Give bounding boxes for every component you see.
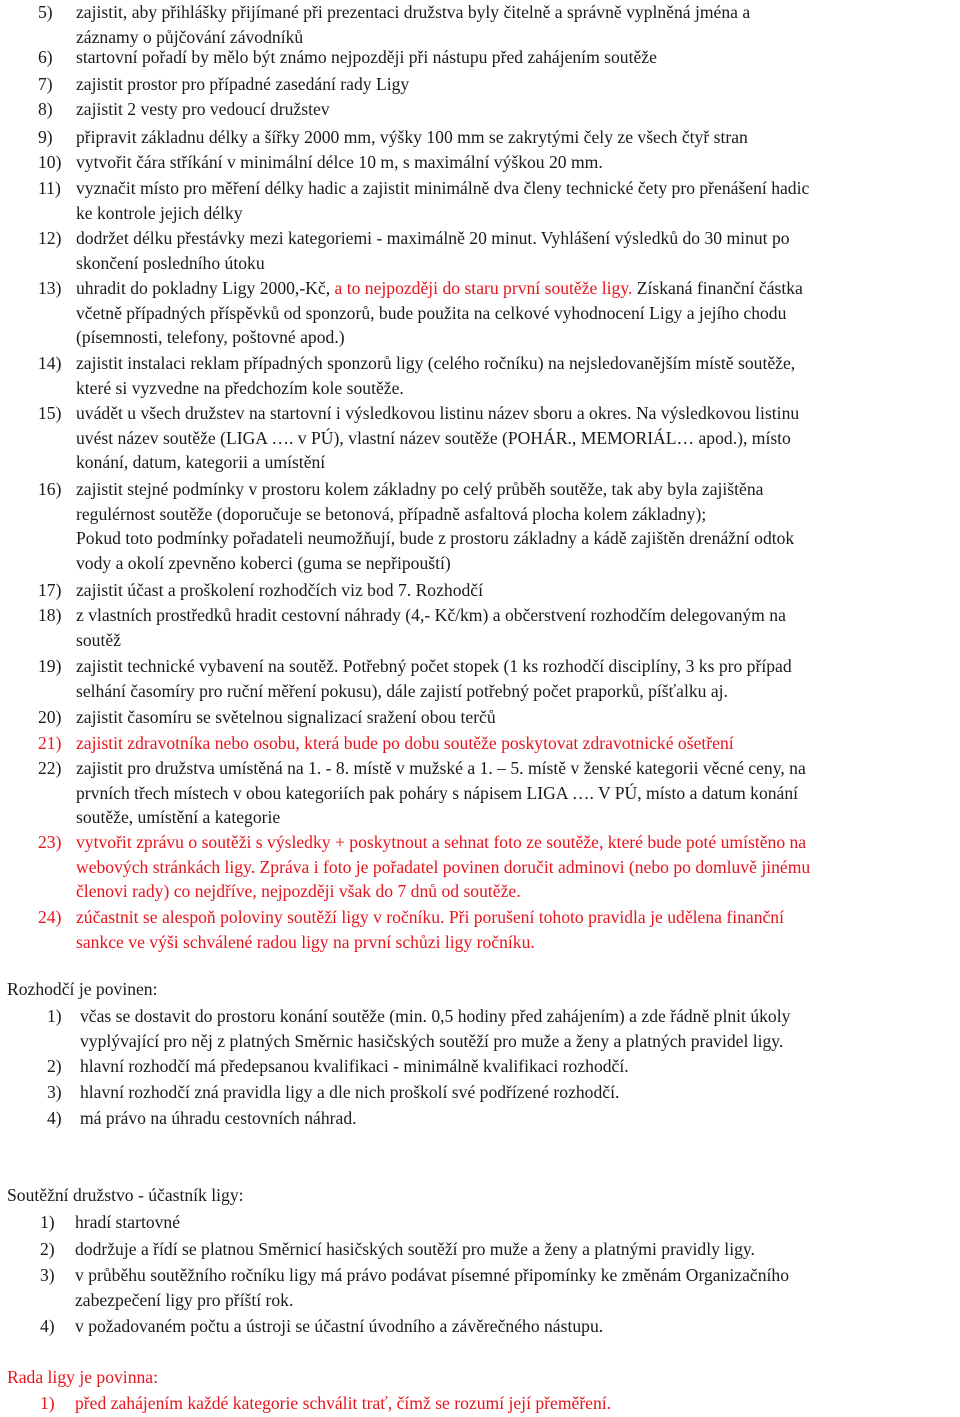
item-number: 18) [38,605,62,625]
item-text: vytvořit čára stříkání v minimální délce 10 m, s maximální výškou 20 mm. [76,152,603,172]
item-text: zajistit zdravotníka nebo osobu, která bude po dobu soutěže poskytovat zdravotnické ošetření [76,733,734,753]
item-number: 1) [40,1212,55,1232]
item-line [38,781,958,806]
item-line [38,551,958,576]
item-number: 20) [38,707,62,727]
list-item [47,1106,960,1131]
item-text: uvést název soutěže (LIGA …. v PÚ), vlastní název soutěže (POHÁR., MEMORIÁL… apod.), místo [76,427,791,448]
item-text: skončení posledního útoku [76,252,265,273]
item-line [38,628,958,653]
item-line [38,125,958,150]
list-item [40,1263,960,1312]
item-text: zajistit účast a proškolení rozhodčích viz bod 7. Rozhodčí [76,580,483,600]
list-item [38,905,958,954]
item-number: 1) [47,1006,62,1026]
list-item [38,0,958,49]
item-line [38,879,958,904]
item-number: 3) [47,1082,62,1102]
rada-heading: Rada ligy je povinna: [7,1367,158,1387]
item-line [38,805,958,830]
item-number: 22) [38,758,62,778]
item-number: 17) [38,580,62,600]
item-text: uhradit do pokladny Ligy 2000,-Kč, [76,278,335,298]
item-line [38,930,958,955]
item-line [38,201,958,226]
item-text: vytvořit zprávu o soutěži s výsledky + poskytnout a sehnat foto ze soutěže, které bude poté umístěno na [76,832,807,852]
item-text: z vlastních prostředků hradit cestovní náhrady (4,- Kč/km) a občerstvení rozhodčím delegovaným na [76,605,786,625]
item-text: (písemnosti, telefony, poštovné apod.) [76,327,345,347]
item-text: soutěže, umístění a kategorie [76,807,281,827]
item-text: v požadovaném počtu a ústroji se účastní úvodního a závěrečného nástupu. [75,1316,604,1336]
item-number: 13) [38,278,62,298]
item-text: zajistit časomíru se světelnou signalizací sražení obou terčů [76,707,496,727]
item-line [38,376,958,401]
item-text: zajistit pro družstva umístěná na 1. - 8. místě v mužské a 1. – 5. místě v ženské kategorii věcné ceny, na [76,758,806,778]
item-text: hlavní rozhodčí má předepsanou kvalifikaci - minimálně kvalifikaci rozhodčí. [80,1056,629,1076]
list-item [38,351,958,400]
item-number: 4) [47,1108,62,1128]
item-text: vyplývající pro něj z platných Směrnic hasičských soutěží pro muže a ženy a platných pravidel ligy. [80,1030,784,1051]
item-text: dodržuje a řídí se platnou Směrnicí hasičských soutěží pro muže a ženy a platnými pravidly ligy. [75,1239,755,1259]
item-text: uvádět u všech družstev na startovní i výsledkovou listinu název sboru a okres. Na výsledkovou listinu [76,403,800,423]
item-text: zabezpečení ligy pro příští rok. [75,1289,294,1310]
item-number: 9) [38,127,53,147]
item-text: včas se dostavit do prostoru konání soutěže (min. 0,5 hodiny před zahájením) a zde řádně plnit úkoly [80,1006,791,1026]
item-number: 6) [38,47,53,67]
item-text: před zahájením každé kategorie schválit trať, čímž se rozumí její přeměření. [75,1393,612,1413]
item-text: zajistit instalaci reklam případných sponzorů ligy (celého ročníku) na nejsledovanějším místě soutěže, [76,353,796,373]
item-number: 14) [38,353,62,373]
item-text: zajistit, aby přihlášky přijímané při prezentaci družstva byly čitelně a správně vyplněná jména a [76,2,751,22]
list-item [40,1314,960,1339]
item-line [38,226,958,251]
list-item [38,226,958,275]
list-item [38,150,958,175]
item-line [38,351,958,376]
item-number: 4) [40,1316,55,1336]
item-line [38,855,958,880]
item-line [38,176,958,201]
list-item [38,176,958,225]
item-line [38,526,958,551]
item-text: zúčastnit se alespoň poloviny soutěží ligy v ročníku. Při porušení tohoto pravidla je udělena finanční [76,907,784,927]
item-text: vody a okolí zpevněno koberci (guma se nepřipouští) [76,552,451,573]
list-item [40,1391,960,1416]
item-text: připravit základnu délky a šířky 2000 mm, výšky 100 mm se zakrytými čely ze všech čtyř stran [76,127,748,147]
item-text: Získaná finanční částka [632,278,803,298]
item-number: 8) [38,99,53,119]
item-line [38,705,958,730]
item-line [38,45,958,70]
item-number: 1) [40,1393,55,1413]
item-text: zajistit stejné podmínky v prostoru kolem základny po celý průběh soutěže, tak aby byla zajištěna [76,479,764,499]
list-item [47,1004,960,1053]
item-line [38,450,958,475]
item-number: 23) [38,832,62,852]
item-text: selhání časomíry pro ruční měření pokusu), dále zajistí potřebný počet praporků, píšťalku aj. [76,680,728,701]
list-item [38,731,958,756]
item-text: ke kontrole jejich délky [76,202,243,223]
item-line [38,72,958,97]
item-line [38,97,958,122]
list-item [38,97,958,122]
item-text: konání, datum, kategorii a umístění [76,452,326,472]
item-number: 19) [38,656,62,676]
item-text: soutěž [76,629,121,650]
item-number: 11) [38,178,61,198]
list-item [38,578,958,603]
list-item [38,830,958,904]
item-text: záznamy o půjčování závodníků [76,26,304,47]
list-item [38,401,958,475]
item-text: prvních třech místech v obou kategoriích pak poháry s nápisem LIGA …. V PÚ, místo a datum konání [76,782,799,803]
list-item [47,1054,960,1079]
item-line [38,603,958,628]
list-item [40,1237,960,1262]
list-item [38,72,958,97]
item-line [38,679,958,704]
list-item [38,756,958,830]
list-item [47,1080,960,1105]
item-text: včetně případných příspěvků od sponzorů, bude použita na celkové vyhodnocení Ligy a jejího chodu [76,302,787,323]
item-text: dodržet délku přestávky mezi kategoriemi - maximálně 20 minut. Vyhlášení výsledků do 30 minut po [76,228,790,248]
item-number: 24) [38,907,62,927]
item-line [38,731,958,756]
item-number: 3) [40,1265,55,1285]
item-number: 12) [38,228,62,248]
item-text: které si vyzvedne na předchozím kole soutěže. [76,377,404,398]
item-number: 2) [40,1239,55,1259]
item-text: má právo na úhradu cestovních náhrad. [80,1108,357,1128]
item-number: 21) [38,733,62,753]
item-text: vyznačit místo pro měření délky hadic a zajistit minimálně dva členy technické čety pro přenášení hadic [76,178,810,198]
item-line [38,502,958,527]
item-text: hradí startovné [75,1212,181,1232]
item-line [38,756,958,781]
list-item [38,603,958,652]
item-line [38,251,958,276]
item-line [38,325,958,350]
item-number: 2) [47,1056,62,1076]
item-text: zajistit 2 vesty pro vedoucí družstev [76,99,330,119]
item-line [38,426,958,451]
item-text: v průběhu soutěžního ročníku ligy má právo podávat písemné připomínky ke změnám Organizačního [75,1265,789,1285]
list-item [38,477,958,575]
item-line [38,401,958,426]
item-number: 15) [38,403,62,423]
item-text: webových stránkách ligy. Zpráva i foto je pořadatel povinen doručit adminovi (nebo po domluvě jinému [76,856,811,877]
list-item [38,45,958,70]
item-line [38,905,958,930]
item-line [38,830,958,855]
list-item [38,125,958,150]
item-text: sankce ve výši schválené radou ligy na první schůzi ligy ročníku. [76,931,535,952]
item-line [38,578,958,603]
item-line [38,654,958,679]
item-text: regulérnost soutěže (doporučuje se betonová, případně asfaltová plocha kolem základny); [76,503,707,524]
item-text: zajistit prostor pro případné zasedání rady Ligy [76,74,410,94]
list-item [38,705,958,730]
list-item [38,276,958,350]
item-line [38,301,958,326]
item-line [38,0,958,25]
list-item [38,654,958,703]
item-text: Pokud toto podmínky pořadateli neumožňují, bude z prostoru základny a kádě zajištěn drenážní odtok [76,528,795,548]
item-number: 7) [38,74,53,94]
druzstvo-heading: Soutěžní družstvo - účastník ligy: [7,1185,244,1205]
item-line [38,150,958,175]
item-line [38,477,958,502]
item-number: 5) [38,2,53,22]
item-number: 10) [38,152,62,172]
item-text: hlavní rozhodčí zná pravidla ligy a dle nich proškolí své podřízené rozhodčí. [80,1082,620,1102]
item-text: a to nejpozději do staru první soutěže ligy. [334,278,633,298]
item-line [38,276,958,301]
list-item [40,1210,960,1235]
item-number: 16) [38,479,62,499]
item-text: členovi rady) co nejdříve, nejpozději však do 7 dnů od soutěže. [76,881,521,901]
item-text: zajistit technické vybavení na soutěž. Potřebný počet stopek (1 ks rozhodčí disciplíny, 3 ks pro případ [76,656,792,676]
item-text: startovní pořadí by mělo být známo nejpozději při nástupu před zahájením soutěže [76,47,657,67]
rozhodci-heading: Rozhodčí je povinen: [7,979,158,999]
